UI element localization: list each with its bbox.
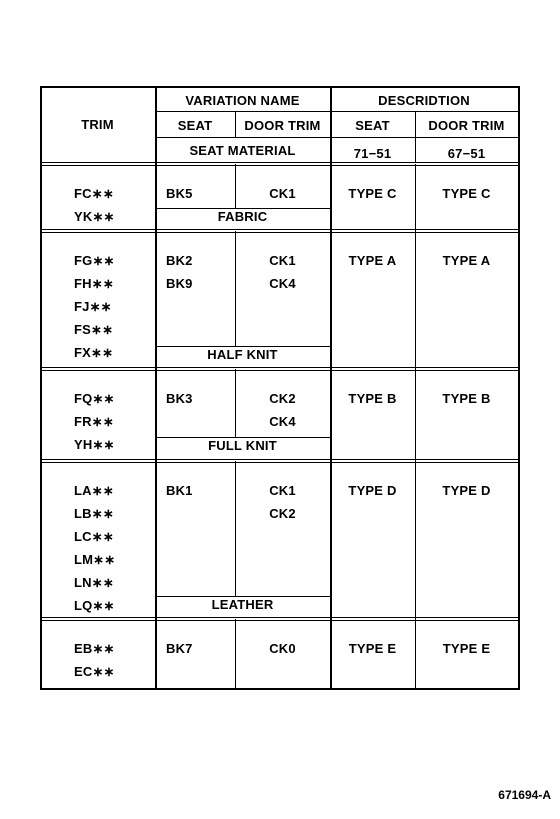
header-desc-seat: SEAT [355,118,390,133]
desc-seat-type: TYPE E [348,641,397,656]
desc-door-type: TYPE E [442,641,491,656]
trim-code: LQ∗∗ [74,598,115,613]
header-divider-trim [155,86,157,164]
group-separator-1-a [40,229,520,230]
g3-vline-seat-door [235,461,236,596]
trim-code: FR∗∗ [74,414,114,429]
door-trim-code: CK2 [269,506,296,521]
g1-vline-desc [330,231,332,369]
group-separator-3-a [40,459,520,460]
trim-code: FX∗∗ [74,345,114,360]
table-border-left [40,86,42,690]
header-code-door: 67−51 [447,146,486,161]
trim-code: YK∗∗ [74,209,115,224]
group-separator-0-a [40,162,520,163]
header-code-seat: 71−51 [353,146,392,161]
group-separator-2-a [40,367,520,368]
header-trim: TRIM [81,117,114,132]
seat-code: BK2 [166,253,193,268]
trim-code: FC∗∗ [74,186,114,201]
desc-door-type: TYPE B [442,391,491,406]
group-separator-4-a [40,617,520,618]
header-divider-variation-desc [330,86,332,164]
trim-code: LA∗∗ [74,483,114,498]
g2-vline-desc-mid [415,369,416,461]
seat-code: BK3 [166,391,193,406]
seat-code: BK1 [166,483,193,498]
desc-seat-type: TYPE D [348,483,397,498]
table-border-top [40,86,520,88]
seat-code: BK9 [166,276,193,291]
g1-vline-desc-mid [415,231,416,369]
trim-code: FJ∗∗ [74,299,112,314]
group-separator-1-b [40,232,520,233]
door-trim-code: CK1 [269,253,296,268]
material-label: HALF KNIT [207,347,278,362]
trim-code: FH∗∗ [74,276,114,291]
trim-code: YH∗∗ [74,437,115,452]
header-row-line-1 [155,111,518,112]
desc-door-type: TYPE D [442,483,491,498]
header-seat-door-divider [235,111,236,137]
header-seat: SEAT [177,118,213,133]
header-desc-door-trim: DOOR TRIM [428,118,505,133]
header-description: DESCRIDTION [378,93,470,108]
table-border-bottom [40,688,520,690]
trim-code: FQ∗∗ [74,391,115,406]
group-separator-2-b [40,370,520,371]
figure-code: 671694‐A [498,788,551,802]
trim-code: LN∗∗ [74,575,114,590]
header-row-line-2 [155,137,518,138]
trim-code: FG∗∗ [74,253,115,268]
material-label: FABRIC [217,209,268,224]
header-desc-divider [415,111,416,163]
desc-seat-type: TYPE B [348,391,397,406]
group-separator-4-b [40,620,520,621]
door-trim-code: CK0 [269,641,296,656]
g2-vline-desc [330,369,332,461]
trim-code: LC∗∗ [74,529,114,544]
table-border-right [518,86,520,690]
header-door-trim: DOOR TRIM [244,118,321,133]
door-trim-code: CK2 [269,391,296,406]
seat-code: BK7 [166,641,193,656]
trim-code: EC∗∗ [74,664,115,679]
desc-seat-type: TYPE C [348,186,397,201]
group-separator-3-b [40,462,520,463]
g4-vline-trim [155,619,157,689]
desc-door-type: TYPE A [442,253,491,268]
desc-door-type: TYPE C [442,186,491,201]
door-trim-code: CK1 [269,186,296,201]
group-separator-0-b [40,165,520,166]
header-variation-name: VARIATION NAME [185,93,300,108]
desc-seat-type: TYPE A [348,253,397,268]
trim-code: EB∗∗ [74,641,115,656]
material-label: LEATHER [211,597,274,612]
door-trim-code: CK1 [269,483,296,498]
material-label: FULL KNIT [208,438,277,453]
door-trim-code: CK4 [269,276,296,291]
door-trim-code: CK4 [269,414,296,429]
header-seat-material: SEAT MATERIAL [189,143,296,158]
trim-code: LB∗∗ [74,506,114,521]
trim-code: FS∗∗ [74,322,114,337]
seat-code: BK5 [166,186,193,201]
trim-code: LM∗∗ [74,552,116,567]
